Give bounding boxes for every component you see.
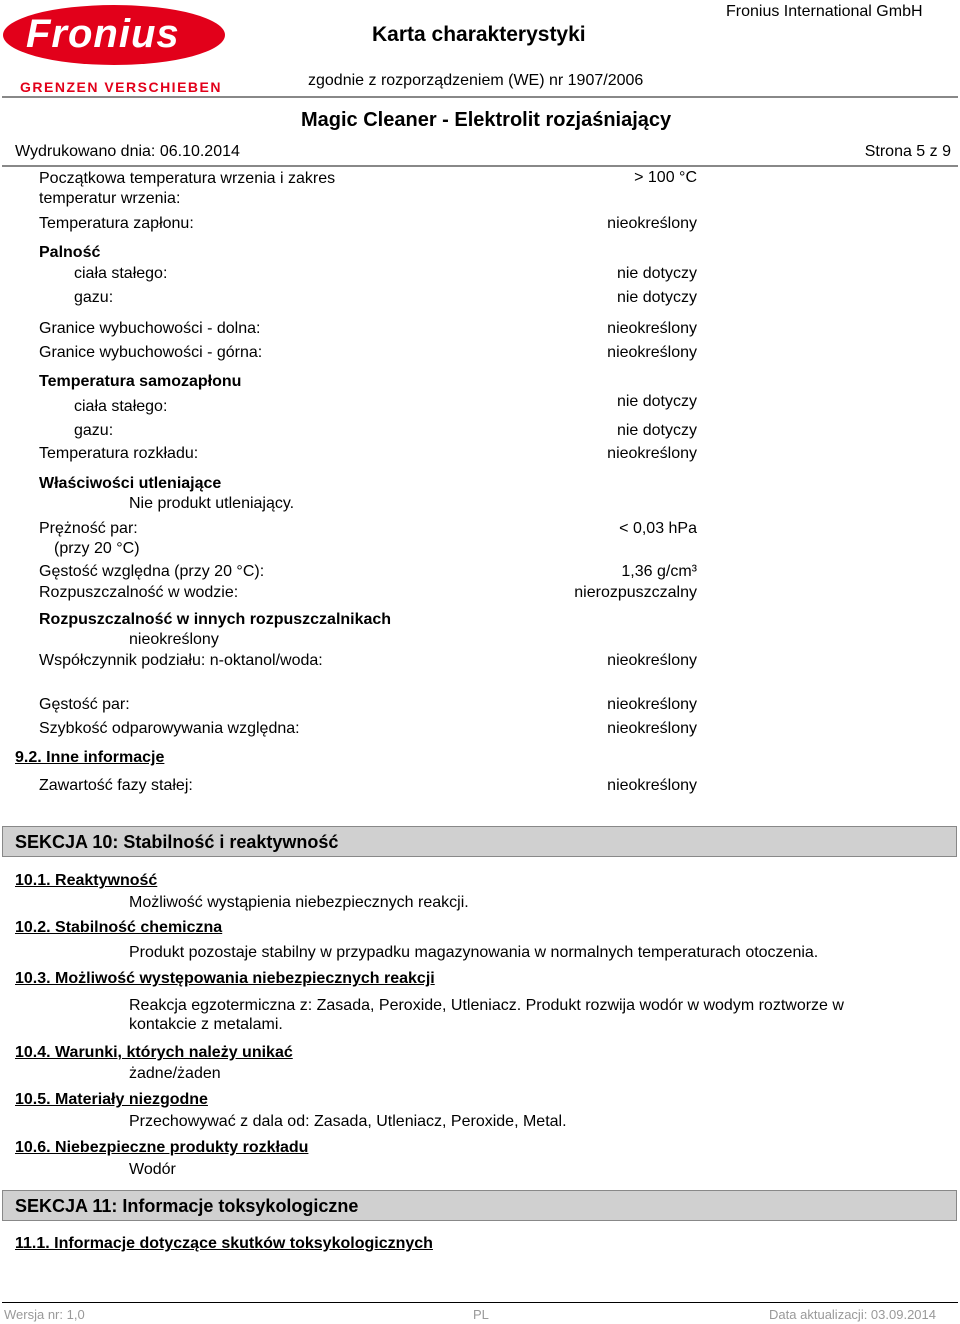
oxidizing-text: Nie produkt utleniający. (129, 495, 295, 512)
solid-content-label: Zawartość fazy stałej: (39, 777, 193, 794)
decomposition-label: Temperatura rozkładu: (39, 445, 199, 462)
subsection-10-5-heading: 10.5. Materiały niezgodne (15, 1091, 208, 1108)
partition-value: nieokreślony (607, 652, 697, 669)
autoignition-gas-value: nie dotyczy (616, 422, 697, 439)
print-date: Wydrukowano dnia: 06.10.2014 (15, 143, 240, 160)
flammability-gas-label: gazu: (74, 289, 114, 306)
subsection-10-5-text: Przechowywać z dala od: Zasada, Utleniacz, Peroxide, Metal. (129, 1113, 567, 1130)
regulation-text: zgodnie z rozporządzeniem (WE) nr 1907/2006 (308, 72, 644, 89)
footer-version: Wersja nr: 1,0 (4, 1307, 85, 1322)
page-number: Strona 5 z 9 (864, 143, 951, 160)
autoignition-solid-label: ciała stałego: (74, 398, 168, 415)
subsection-10-3-heading: 10.3. Możliwość występowania niebezpiecznych reakcji (15, 970, 435, 987)
vapor-density-label: Gęstość par: (39, 696, 130, 713)
explosion-lower-label: Granice wybuchowości - dolna: (39, 320, 261, 337)
flammability-heading: Palność (39, 244, 101, 261)
evaporation-value: nieokreślony (607, 720, 697, 737)
footer-language: PL (473, 1307, 489, 1322)
autoignition-solid-value: nie dotyczy (616, 393, 697, 410)
explosion-lower-value: nieokreślony (607, 320, 697, 337)
explosion-upper-label: Granice wybuchowości - górna: (39, 344, 263, 361)
decomposition-value: nieokreślony (607, 445, 697, 462)
subsection-11-1-heading: 11.1. Informacje dotyczące skutków toksykologicznych (15, 1235, 433, 1252)
subsection-10-1-heading: 10.1. Reaktywność (15, 872, 158, 889)
subsection-10-2-heading: 10.2. Stabilność chemiczna (15, 919, 223, 936)
oxidizing-heading: Właściwości utleniające (39, 475, 222, 492)
section-10-title: SEKCJA 10: Stabilność i reaktywność (15, 832, 339, 852)
brand-name: Fronius (26, 12, 180, 56)
flash-point-value: nieokreślony (607, 215, 697, 232)
company-name: Fronius International GmbH (726, 3, 923, 20)
subsection-10-2-text: Produkt pozostaje stabilny w przypadku magazynowania w normalnych temperaturach otoczenia. (129, 944, 819, 961)
relative-density-label: Gęstość względna (przy 20 °C): (39, 563, 265, 580)
autoignition-heading: Temperatura samozapłonu (39, 373, 242, 390)
water-solubility-value: nierozpuszczalny (574, 584, 697, 601)
section-11-band (2, 1190, 957, 1221)
footer-updated: Data aktualizacji: 03.09.2014 (769, 1307, 936, 1322)
subsection-10-1-text: Możliwość wystąpienia niebezpiecznych reakcji. (129, 894, 469, 911)
water-solubility-label: Rozpuszczalność w wodzie: (39, 584, 239, 601)
autoignition-gas-label: gazu: (74, 422, 114, 439)
header-rule-top (2, 96, 958, 98)
flammability-solid-label: ciała stałego: (74, 265, 168, 282)
subsection-10-6-text: Wodór (129, 1161, 176, 1178)
boiling-value: > 100 °C (634, 169, 697, 186)
subsection-10-3-text-line1: Reakcja egzotermiczna z: Zasada, Peroxide, Utleniacz. Produkt rozwija wodór w wodym roztworze w (129, 997, 844, 1014)
flammability-solid-value: nie dotyczy (616, 265, 697, 282)
subsection-10-4-text: żadne/żaden (129, 1065, 221, 1082)
subsection-10-4-heading: 10.4. Warunki, których należy unikać (15, 1044, 293, 1061)
header-rule-bottom (2, 165, 958, 167)
other-solubility-heading: Rozpuszczalność w innych rozpuszczalnikach (39, 611, 392, 628)
evaporation-label: Szybkość odparowywania względna: (39, 720, 300, 737)
section-10-band (2, 826, 957, 857)
vapor-density-value: nieokreślony (607, 696, 697, 713)
document-title: Karta charakterystyki (372, 23, 586, 46)
explosion-upper-value: nieokreślony (607, 344, 697, 361)
vapor-pressure-label: Prężność par: (39, 520, 138, 537)
vapor-pressure-value: < 0,03 hPa (619, 520, 697, 537)
relative-density-value: 1,36 g/cm³ (621, 563, 697, 580)
section-11-title: SEKCJA 11: Informacje toksykologiczne (15, 1196, 359, 1216)
subsection-10-6-heading: 10.6. Niebezpieczne produkty rozkładu (15, 1139, 309, 1156)
partition-label: Współczynnik podziału: n-oktanol/woda: (39, 652, 323, 669)
brand-tagline: GRENZEN VERSCHIEBEN (20, 79, 222, 95)
boiling-label-line1: Początkowa temperatura wrzenia i zakres (39, 170, 336, 187)
boiling-label-line2: temperatur wrzenia: (39, 190, 181, 207)
subsection-10-3-text-line2: kontakcie z metalami. (129, 1016, 283, 1033)
subsection-9-2-heading: 9.2. Inne informacje (15, 749, 165, 766)
product-name: Magic Cleaner - Elektrolit rozjaśniający (301, 109, 672, 131)
solid-content-value: nieokreślony (607, 777, 697, 794)
vapor-pressure-condition: (przy 20 °C) (54, 540, 140, 557)
flammability-gas-value: nie dotyczy (616, 289, 697, 306)
other-solubility-value: nieokreślony (129, 631, 219, 648)
footer-rule (2, 1302, 958, 1303)
flash-point-label: Temperatura zapłonu: (39, 215, 194, 232)
